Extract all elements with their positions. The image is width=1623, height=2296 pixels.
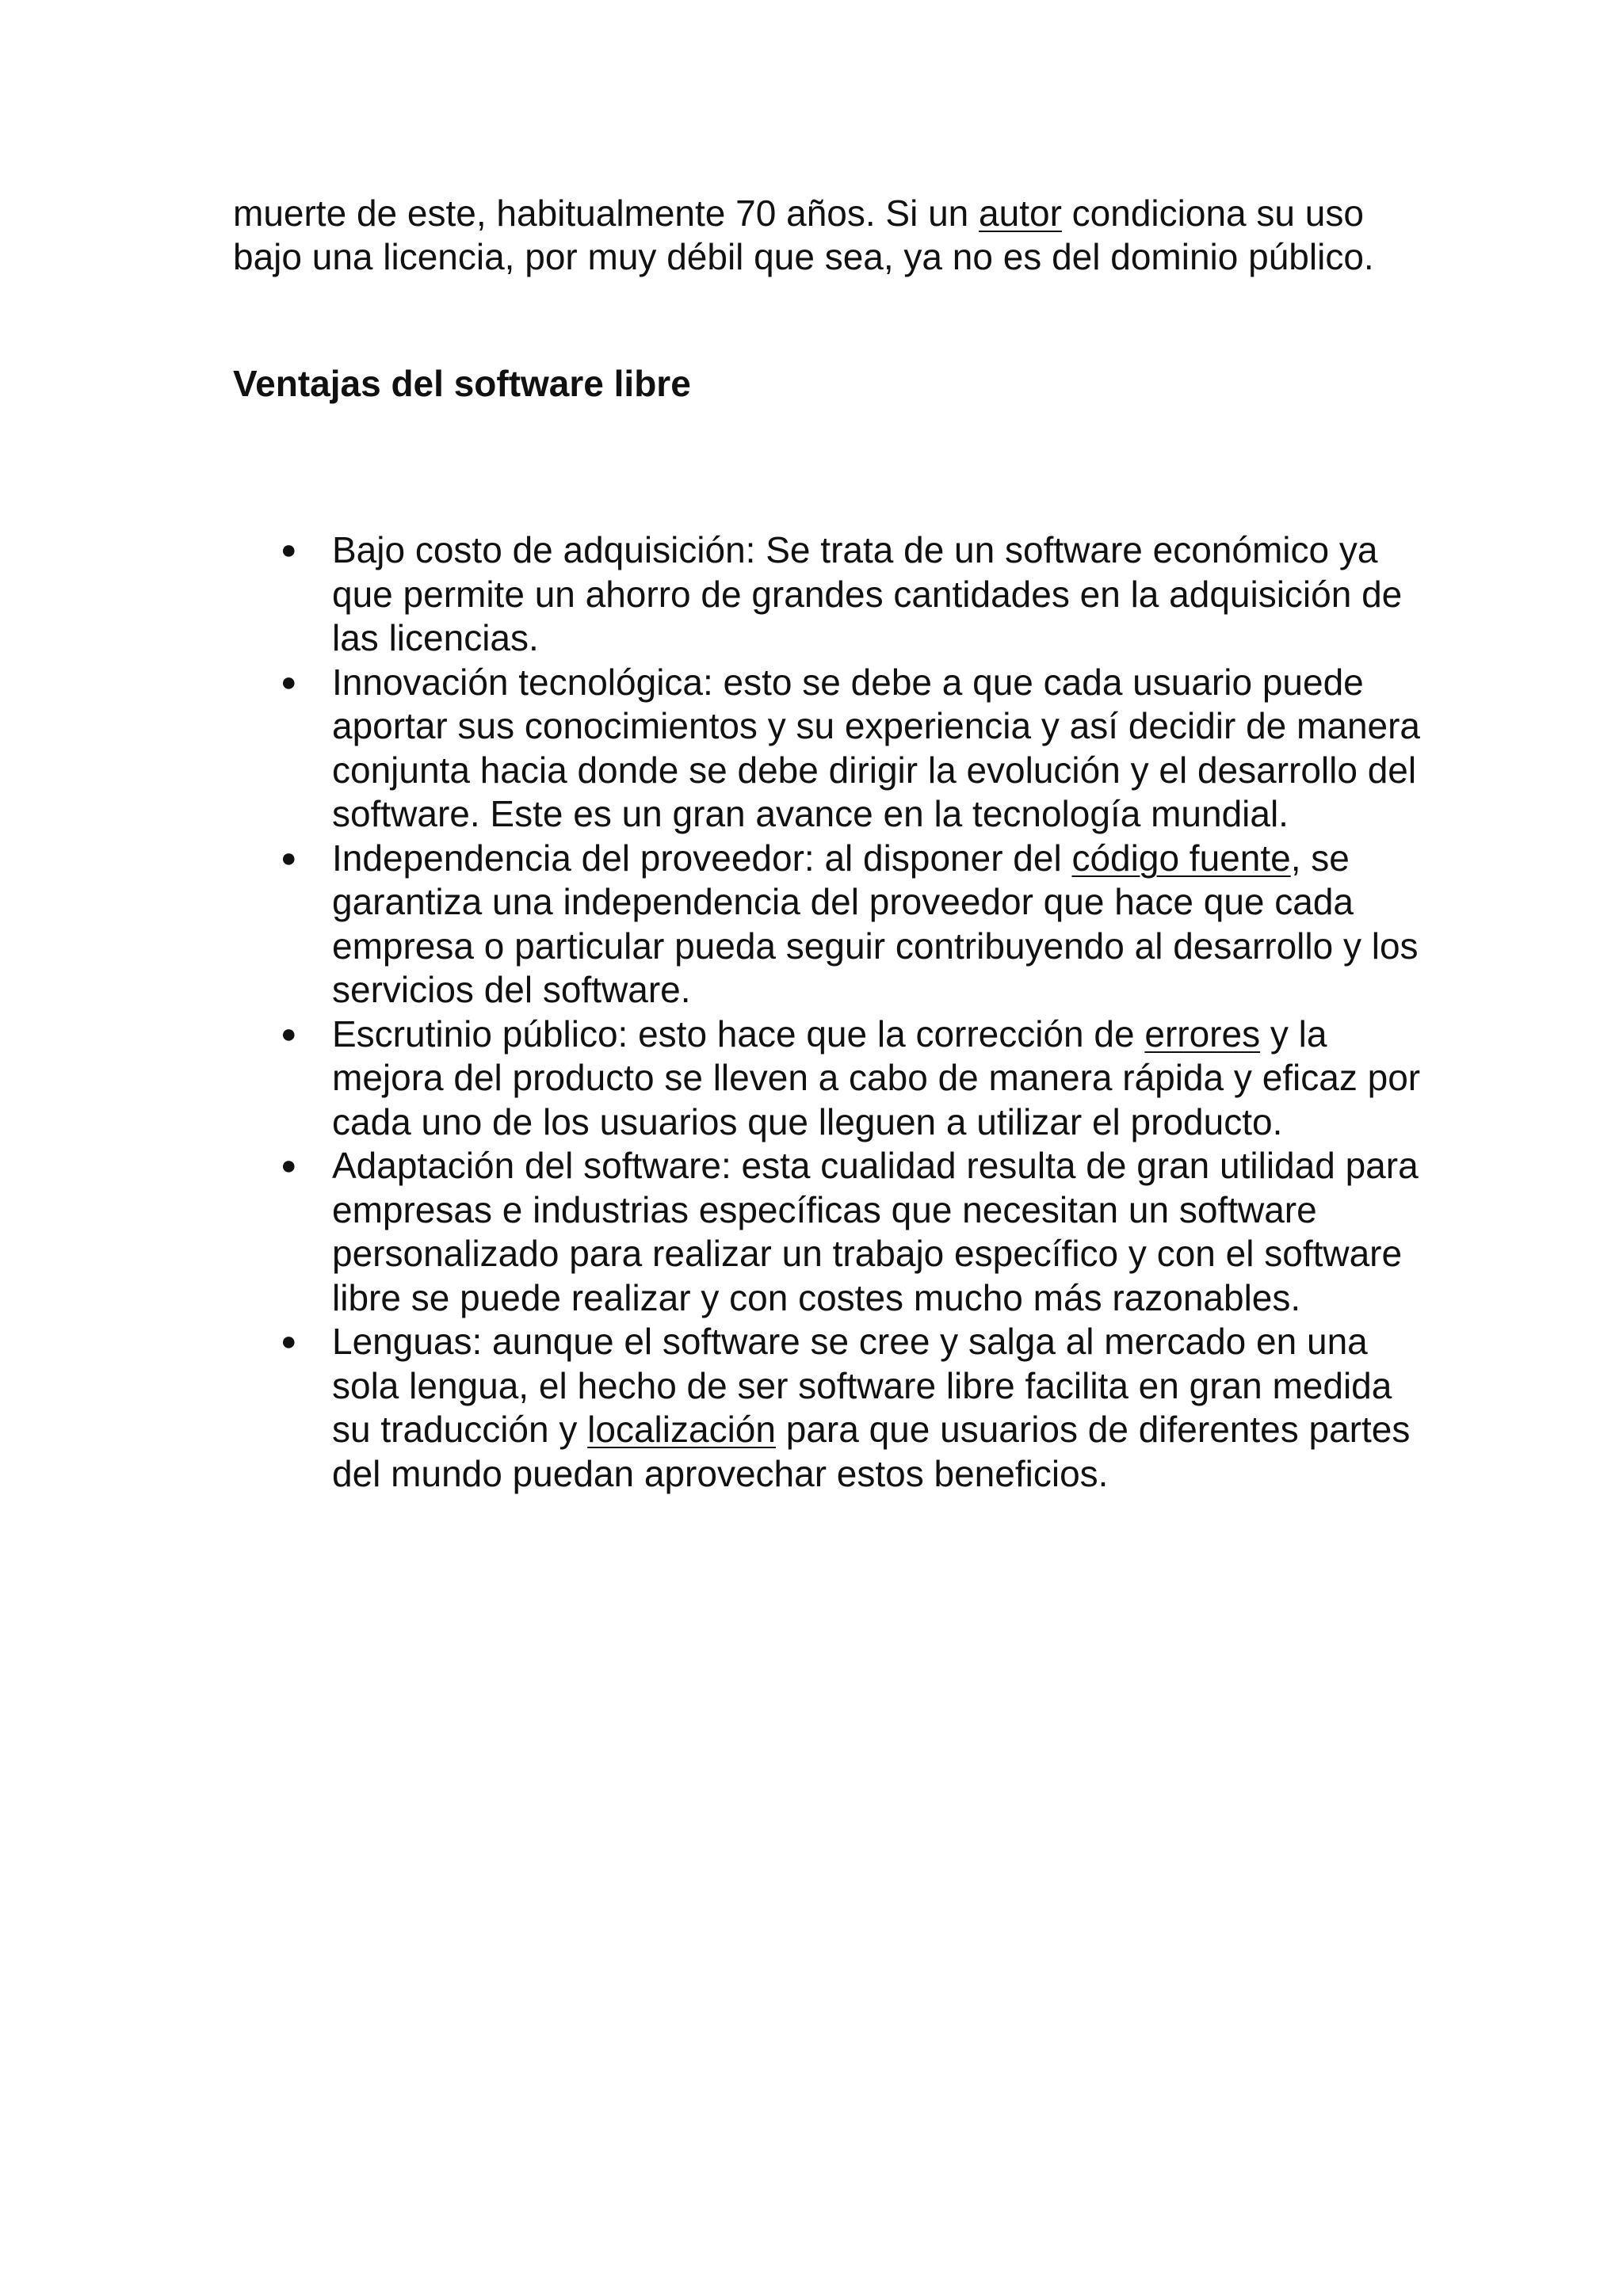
- bullet-icon: ●: [281, 842, 297, 873]
- list-item-innovacion: [233, 661, 1422, 837]
- list-item-text-start: Independencia del proveedor: al disponer del: [332, 837, 1072, 879]
- link-codigo-fuente[interactable]: código fuente: [1071, 837, 1291, 879]
- intro-text-end: condiciona su uso bajo una licencia, por muy débil que sea, ya no es del dominio público.: [233, 193, 1374, 277]
- link-errores[interactable]: errores: [1144, 1013, 1261, 1055]
- list-item-bajo-costo: [233, 528, 1422, 661]
- intro-text-start: muerte de este, habitualmente 70 años. Si un: [233, 193, 980, 234]
- list-item-escrutinio: [233, 1013, 1422, 1145]
- section-heading: Ventajas del software libre: [233, 363, 691, 404]
- intro-paragraph: [233, 192, 1422, 279]
- list-item-text: Bajo costo de adquisición: Se trata de un software económico ya que permite un ahorro de grandes cantidades en la adquisición de las licencias.: [332, 529, 1403, 658]
- list-item-text-start: Lenguas: aunque el software se cree y salga al mercado en una sola lengua, el hecho de ser software libre facilita en gran medida su traducción y: [332, 1321, 1392, 1450]
- list-item-text-end: y la mejora del producto se lleven a cabo de manera rápida y eficaz por cada uno de los usuarios que lleguen a utilizar el producto.: [332, 1013, 1421, 1142]
- list-item-text-start: Escrutinio público: esto hace que la corrección de: [332, 1013, 1145, 1055]
- link-localizacion[interactable]: localización: [587, 1409, 776, 1450]
- list-item-text-end: para que usuarios de diferentes partes del mundo puedan aprovechar estos beneficios.: [332, 1409, 1411, 1494]
- bullet-icon: ●: [281, 1326, 297, 1356]
- list-item-independencia: [233, 837, 1422, 1013]
- list-item-text-end: , se garantiza una independencia del proveedor que hace que cada empresa o particular pueda seguir contribuyendo al desarrollo y los servicios del software.: [332, 837, 1419, 1010]
- list-item-text: Adaptación del software: esta cualidad resulta de gran utilidad para empresas e industrias específicas que necesitan un software personalizado para realizar un trabajo específico y con el software libre se puede realizar y con costes mucho más razonables.: [332, 1145, 1419, 1318]
- link-autor[interactable]: autor: [979, 193, 1062, 234]
- list-item-text: Innovación tecnológica: esto se debe a que cada usuario puede aportar sus conocimientos y su experiencia y así decidir de manera conjunta hacia donde se debe dirigir la evolución y el desarrollo del software. Este es un gran avance en la tecnología mundial.: [332, 661, 1421, 834]
- list-item-adaptacion: [233, 1144, 1422, 1320]
- list-item-lenguas: [233, 1320, 1422, 1496]
- bullet-icon: ●: [281, 1150, 297, 1180]
- benefits-list: [233, 528, 1422, 1496]
- bullet-icon: ●: [281, 535, 297, 565]
- bullet-icon: ●: [281, 1018, 297, 1049]
- bullet-icon: ●: [281, 666, 297, 697]
